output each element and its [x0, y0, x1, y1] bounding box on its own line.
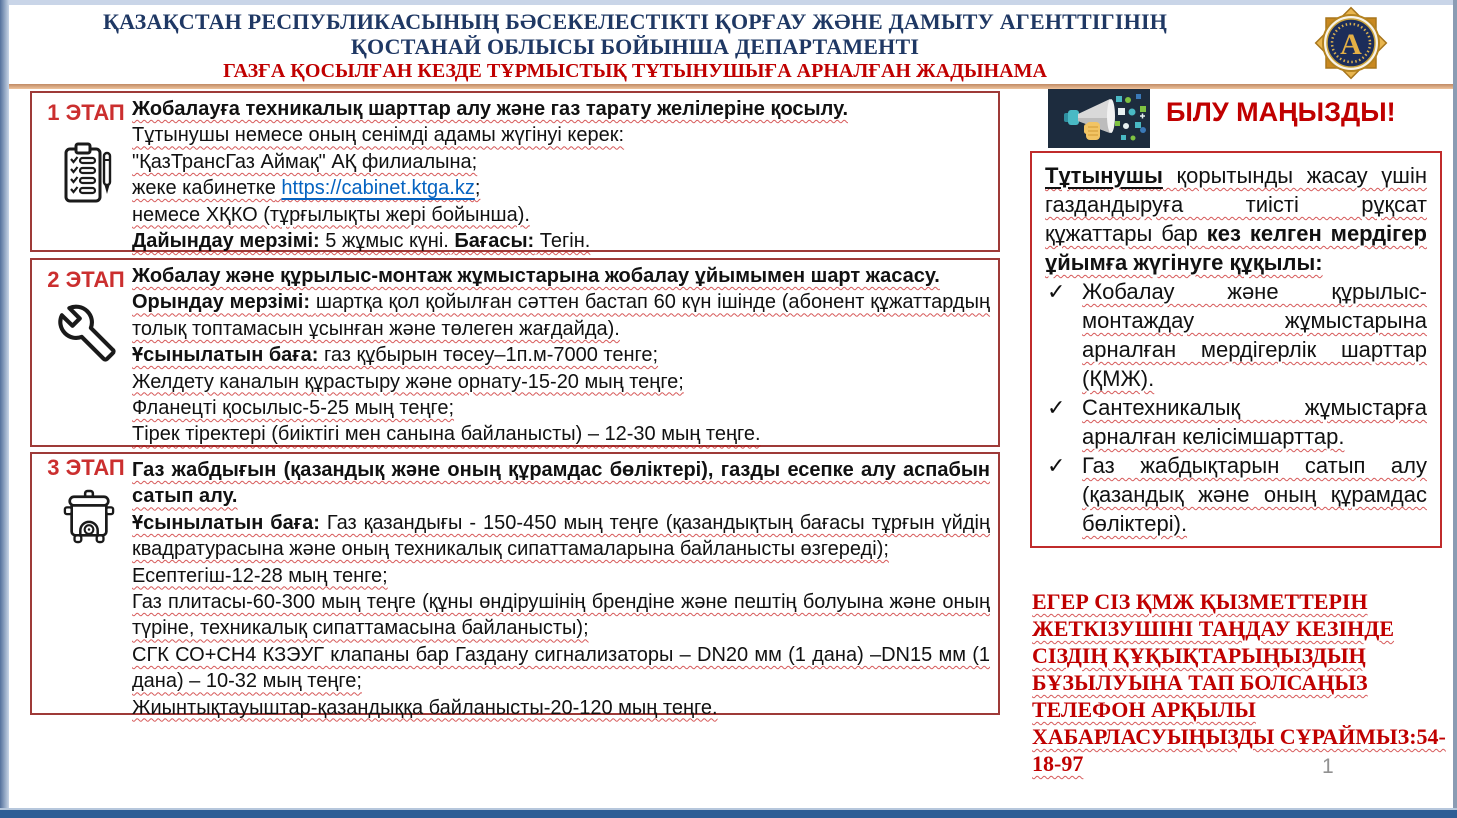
- stage-2-body: [132, 263, 990, 448]
- stage-1-option-3: немесе ХҚКО (тұрғылықты жері бойынша).: [132, 203, 530, 226]
- stage-1-title: Жобалауға техникалық шарттар алу және газ тарату желілеріне қосылу.: [132, 98, 848, 120]
- stage-2-price-item: Тірек тіректері (биіктігі мен санына байланысты) – 12-30 мың теңге.: [132, 423, 761, 446]
- stage-2-price-item: Желдету каналын құрастыру және орнату-15-20 мың теңге;: [132, 370, 684, 393]
- stage-1-option-2: жеке кабинетке https://cabinet.ktga.kz;: [132, 177, 481, 200]
- stage-3-label: 3 ЭТАП: [47, 455, 125, 480]
- header-subtitle: ГАЗҒА ҚОСЫЛҒАН КЕЗДЕ ТҰРМЫСТЫҚ ТҰТЫНУШЫҒА АРНАЛҒАН ЖАДЫНАМА: [223, 60, 1047, 82]
- notice-lead: Тұтынушы қорытынды жасау үшін газдандыруға тиісті рұқсат құжаттары бар кез келген мердігер ұйымға жүгінуге құқылы:: [1045, 163, 1427, 275]
- header-divider: [9, 84, 1453, 89]
- stage-2-box: [30, 258, 1000, 447]
- stage-1-box: [30, 91, 1000, 252]
- checklist-item: ✓ Сантехникалық жұмыстарға арналған келісімшарттар.: [1047, 395, 1427, 449]
- stage-2-price: Ұсынылатын баға: газ құбырын төсеу–1п.м-7000 тенге;: [132, 344, 659, 367]
- wrench-icon: [58, 304, 116, 362]
- stage-1-label: 1 ЭТАП: [47, 100, 125, 125]
- cabinet-ktga-link[interactable]: https://cabinet.ktga.kz: [281, 177, 475, 200]
- stage-3-price: Ұсынылатын баға: Газ қазандығы - 150-450 мың теңге (қазандықтың бағасы тұрғын үйдің квадратурасына және оның техникалық сипаттамаларына байланысты өзгереді);: [132, 511, 991, 561]
- consumer-rights-notice-box: [1030, 151, 1442, 548]
- stage-3-price-item: Газ плитасы-60-300 мың теңге (құны өндірушінің брендіне және пештің болуына және оның түріне, техникалық сипаттамасына байланысты);: [132, 591, 990, 640]
- stage-2-title: Жобалау және құрылыс-монтаж жұмыстарына жобалау ұйымымен шарт жасасу.: [132, 265, 940, 287]
- header-title-line1: ҚАЗАҚСТАН РЕСПУБЛИКАСЫНЫҢ БӘСЕКЕЛЕСТІКТІ ҚОРҒАУ ЖӘНЕ ДАМЫТУ АГЕНТТІГІНІҢ: [102, 9, 1168, 34]
- stage-3-price-item: Есептегіш-12-28 мың тенге;: [132, 564, 388, 587]
- page-number: 1: [1322, 755, 1334, 778]
- know-important-title: БІЛУ МАҢЫЗДЫ!: [1166, 97, 1396, 127]
- stage-1-option-1: "ҚазТрансГаз Аймақ" АҚ филиалына;: [132, 150, 478, 173]
- bottom-edge-strip: [0, 808, 1457, 818]
- notice-checklist: [1045, 277, 1427, 538]
- stage-1-terms: Дайындау мерзімі: 5 жұмыс күні. Бағасы: Тегін.: [132, 230, 591, 253]
- gas-boiler-icon: [62, 488, 116, 546]
- complaint-phone-notice: ЕГЕР СІЗ ҚМЖ ҚЫЗМЕТТЕРІН ЖЕТКІЗУШІНІ ТАҢДАУ КЕЗІНДЕ СІЗДІҢ ҚҰҚЫҚТАРЫҢЫЗДЫҢ БҰЗЫЛУЫНА ТАП БОЛСАҢЫЗ ТЕЛЕФОН АРҚЫЛЫ ХАБАРЛАСУЫҢЫЗДЫ СҰРАЙМЫЗ:54-18-97: [1032, 589, 1446, 776]
- stage-1-intro: Тұтынушы немесе оның сенімді адамы жүгінуі керек:: [132, 124, 625, 147]
- check-icon: ✓: [1047, 453, 1066, 478]
- svg-text:А: А: [1340, 28, 1362, 61]
- checklist-item: ✓ Газ жабдықтарын сатып алу (қазандық және оның құрамдас бөліктері).: [1047, 453, 1427, 536]
- stage-1-body: [132, 96, 990, 254]
- stage-3-box: [30, 452, 1000, 719]
- stage-2-deadline: Орындау мерзімі: шартқа қол қойылған сәттен бастап 60 күн ішінде (абонент құжаттардың толық топтамасын ұсынған және төлеген жағдайда).: [132, 291, 991, 340]
- check-icon: ✓: [1047, 279, 1066, 304]
- megaphone-announcement-image: [1048, 88, 1150, 148]
- left-edge-strip: [0, 0, 9, 818]
- stage-2-label: 2 ЭТАП: [47, 267, 125, 292]
- stage-3-body: [132, 457, 990, 721]
- header: [5, 9, 1265, 84]
- stage-3-title: Газ жабдығын (қазандық және оның құрамдас бөліктері), газды есепке алу аспабын сатып алу.: [132, 459, 990, 508]
- agency-emblem-logo-icon: [1312, 4, 1390, 82]
- top-edge-strip: [0, 0, 1457, 5]
- stage-3-price-item: СГК СО+СН4 КЗЭУГ клапаны бар Газдану сигнализаторы – DN20 мм (1 дана) –DN15 мм (1 дана) – 10-32 мың теңге;: [132, 643, 990, 693]
- clipboard-checklist-icon: [62, 141, 114, 205]
- check-icon: ✓: [1047, 395, 1066, 420]
- stage-3-price-item: Жиынтықтауыштар-қазандыққа байланысты-20-120 мың теңге.: [132, 696, 718, 719]
- stage-2-price-item: Фланецті қосылыс-5-25 мың теңге;: [132, 397, 455, 420]
- checklist-item: ✓ Жобалау және құрылыс-монтаждау жұмыстарына арналған мердігерлік шарттар (ҚМЖ).: [1047, 279, 1427, 391]
- header-title-line2: ҚОСТАНАЙ ОБЛЫСЫ БОЙЫНША ДЕПАРТАМЕНТІ: [350, 34, 920, 59]
- right-edge-strip: [1453, 0, 1457, 818]
